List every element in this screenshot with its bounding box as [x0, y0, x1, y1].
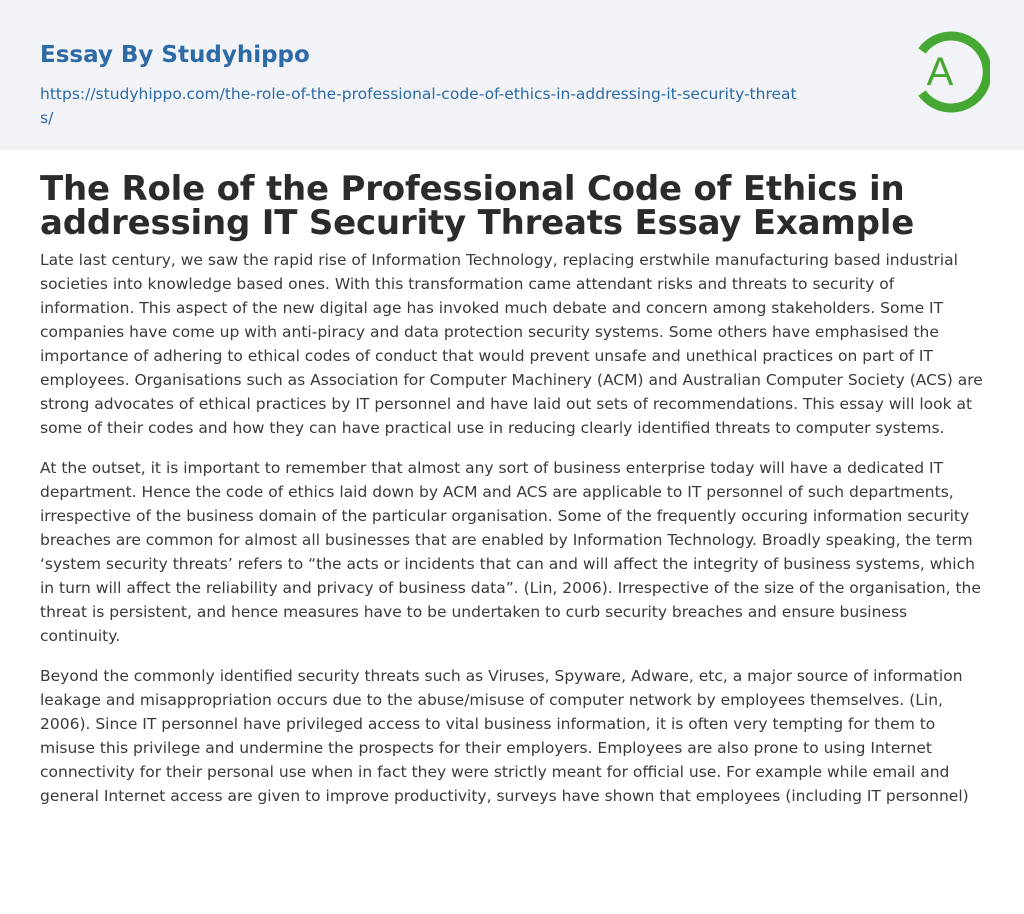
essay-url-link[interactable]: https://studyhippo.com/the-role-of-the-professional-code-of-ethics-in-addressing-it-security-threats/: [40, 85, 797, 127]
essay-paragraph-3: Beyond the commonly identified security threats such as Viruses, Spyware, Adware, etc, a major source of information leakage and misappropriation occurs due to the abuse/misuse of computer network by employees themselves. (Lin, 2006). Since IT personnel have privileged access to vital business information, it is often very tempting for them to misuse this privilege and undermine the prospects for their employers. Employees are also prone to using Internet connectivity for their personal use when in fact they were strictly meant for official use. For example while email and general Internet access are given to improve productivity, surveys have shown that employees (including IT personnel): [40, 667, 969, 805]
essay-paragraph-2: At the outset, it is important to remember that almost any sort of business enterprise today will have a dedicated IT department. Hence the code of ethics laid down by ACM and ACS are applicable to IT personnel of such departments, irrespective of the business domain of the particular organisation. Some of the frequently occuring information security breaches are common for almost all businesses that are enabled by Information Technology. Broadly speaking, the term ‘system security threats’ refers to “the acts or incidents that can and will affect the integrity of business systems, which in turn will affect the reliability and privacy of business data”. (Lin, 2006). Irrespective of the size of the organisation, the threat is persistent, and hence measures have to be undertaken to curb security breaches and ensure business continuity.: [40, 459, 981, 645]
essay-paragraph-1: Late last century, we saw the rapid rise of Information Technology, replacing erstwhile manufacturing based industrial societies into knowledge based ones. With this transformation came attendant risks and threats to security of information. This aspect of the new digital age has invoked much debate and concern among stakeholders. Some IT companies have come up with anti-piracy and data protection security systems. Some others have emphasised the importance of adhering to ethical codes of conduct that would prevent unsafe and unethical practices on part of IT employees. Organisations such as Association for Computer Machinery (ACM) and Australian Computer Society (ACS) are strong advocates of ethical practices by IT personnel and have laid out sets of recommendations. This essay will look at some of their codes and how they can have practical use in reducing clearly identified threats to computer systems.: [40, 251, 983, 437]
site-header: [0, 0, 1024, 150]
studyhippo-logo-icon[interactable]: [908, 27, 990, 117]
essay-content: [0, 169, 1024, 808]
essay-title: The Role of the Professional Code of Ethics in addressing IT Security Threats Essay Example: [40, 169, 915, 243]
logo-letter: A: [926, 50, 954, 94]
site-brand[interactable]: Essay By Studyhippo: [40, 42, 310, 68]
